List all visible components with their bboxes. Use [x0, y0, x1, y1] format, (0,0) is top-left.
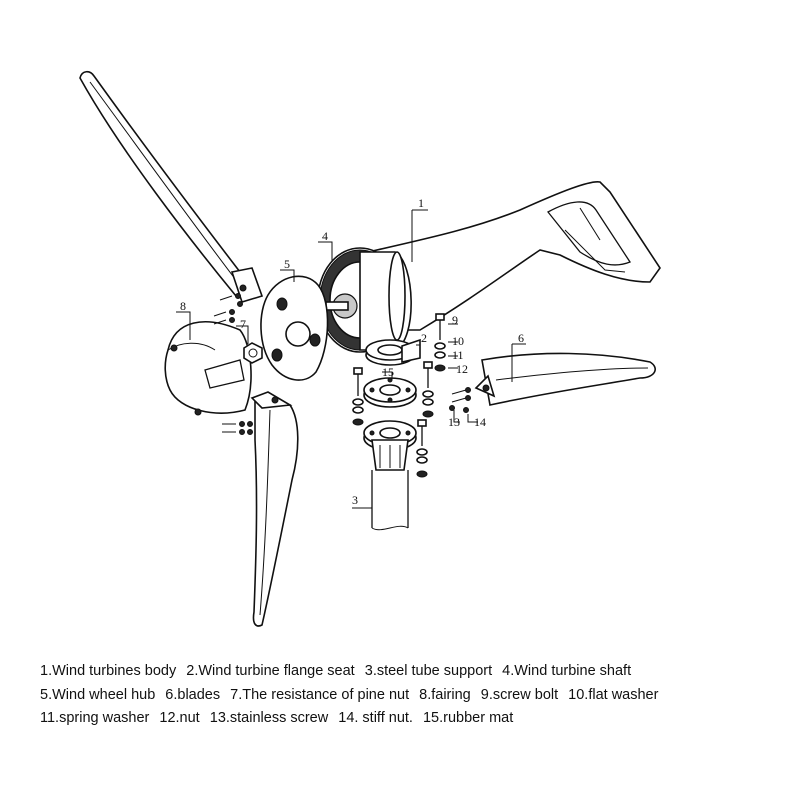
callout-11: 11 — [452, 348, 464, 362]
callout-8: 8 — [180, 299, 186, 313]
legend-item: 3.steel tube support — [364, 663, 493, 679]
callout-2: 2 — [421, 331, 427, 345]
bolt-stack-right — [435, 314, 445, 371]
callout-13: 13 — [448, 415, 460, 429]
callout-5: 5 — [284, 257, 290, 271]
legend-item: 15.rubber mat — [422, 710, 514, 726]
legend-item: 10.flat washer — [568, 686, 659, 703]
legend-item: 1.Wind turbines body — [40, 663, 177, 679]
bolt-group-top — [214, 294, 243, 325]
bolt-stack-left — [353, 368, 363, 425]
legend-item: 11.spring washer — [40, 710, 150, 726]
flange-seat — [366, 340, 420, 365]
callout-9: 9 — [452, 313, 458, 327]
wind-wheel-hub — [261, 276, 328, 380]
legend-item: 9.screw bolt — [480, 686, 559, 703]
turbine-shaft-gear — [318, 248, 411, 352]
fairing — [165, 322, 251, 415]
callout-15: 15 — [382, 365, 394, 379]
pine-nut — [244, 343, 262, 363]
legend-row-2 — [40, 684, 780, 708]
legend-item: 4.Wind turbine shaft — [502, 663, 632, 679]
legend-item: 13.stainless screw — [209, 710, 329, 726]
legend-item: 2.Wind turbine flange seat — [186, 663, 355, 679]
callout-7: 7 — [240, 317, 246, 331]
blade-upper-left — [80, 72, 262, 302]
bolt-group-bottom — [222, 422, 253, 435]
blade-right — [450, 353, 656, 412]
legend-item: 6.blades — [165, 686, 221, 703]
callout-12: 12 — [456, 362, 468, 376]
bolt-stack-lower — [417, 420, 427, 477]
legend-row-1 — [40, 660, 780, 684]
legend-item: 5.Wind wheel hub — [40, 686, 156, 703]
bolt-stack-middle — [423, 362, 433, 417]
callout-14: 14 — [474, 415, 486, 429]
parts-legend — [40, 660, 780, 731]
legend-item: 12.nut — [159, 710, 200, 726]
blade-lower — [252, 392, 298, 626]
steel-tube-support — [364, 421, 416, 530]
callout-4: 4 — [322, 229, 328, 243]
callout-3: 3 — [352, 493, 358, 507]
callout-6: 6 — [518, 331, 524, 345]
callout-10: 10 — [452, 334, 464, 348]
legend-item: 14. stiff nut. — [338, 710, 413, 726]
callout-1: 1 — [418, 196, 424, 210]
legend-item: 8.fairing — [419, 686, 471, 703]
rubber-mat — [364, 378, 416, 407]
legend-item: 7.The resistance of pine nut — [230, 686, 410, 703]
legend-row-3 — [40, 707, 780, 731]
